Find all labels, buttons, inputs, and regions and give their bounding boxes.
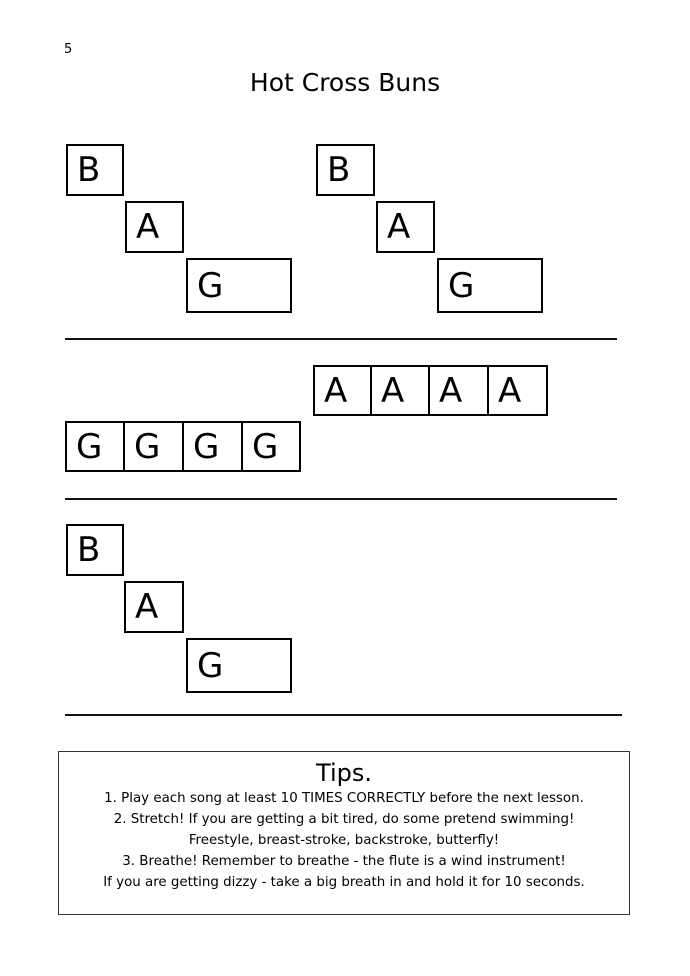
note-letter: G (448, 265, 475, 306)
note-box-g (123, 421, 184, 472)
note-letter: A (387, 207, 411, 247)
tips-box (58, 751, 630, 915)
note-letter: A (324, 370, 348, 411)
note-box-g (182, 421, 243, 472)
note-box-g (65, 421, 125, 472)
note-letter: B (77, 150, 101, 190)
title-text: Hot Cross Buns (249, 68, 441, 97)
tip-line: 2. Stretch! If you are getting a bit tired, do some pretend swimming! (113, 812, 575, 827)
note-box-g (241, 421, 301, 472)
note-letter: A (381, 370, 405, 411)
note-letter: A (136, 207, 160, 247)
tip-line: If you are getting dizzy - take a big breath in and hold it for 10 seconds. (103, 875, 585, 890)
note-box-a (370, 365, 430, 416)
note-box-g (437, 258, 543, 313)
divider-line (65, 714, 622, 716)
note-letter: A (498, 370, 522, 411)
note-letter: B (77, 530, 101, 570)
note-letter: G (134, 426, 161, 467)
note-box-a (313, 365, 372, 416)
note-letter: G (197, 265, 224, 306)
note-box-a (125, 201, 184, 253)
note-box-a (487, 365, 548, 416)
note-box-a (124, 581, 184, 633)
note-letter: G (197, 645, 224, 686)
tip-line: 1. Play each song at least 10 TIMES CORRECTLY before the next lesson. (104, 791, 584, 806)
note-box-b (316, 144, 375, 196)
note-box-g (186, 638, 292, 693)
note-letter: A (135, 587, 159, 627)
note-box-g (186, 258, 292, 313)
page-title (0, 68, 690, 97)
note-letter: G (252, 426, 279, 467)
note-letter: B (327, 150, 351, 190)
divider-line (65, 338, 617, 340)
tip-line: Freestyle, breast-stroke, backstroke, butterfly! (188, 833, 500, 848)
tips-title: Tips. (316, 759, 372, 787)
note-box-b (66, 144, 124, 196)
page-number: 5 (64, 42, 73, 57)
note-letter: A (439, 370, 463, 411)
note-box-a (428, 365, 489, 416)
note-letter: G (193, 426, 220, 467)
note-box-b (66, 524, 124, 576)
note-box-a (376, 201, 435, 253)
note-letter: G (76, 426, 103, 467)
divider-line (65, 498, 617, 500)
tip-line: 3. Breathe! Remember to breathe - the flute is a wind instrument! (122, 854, 566, 869)
